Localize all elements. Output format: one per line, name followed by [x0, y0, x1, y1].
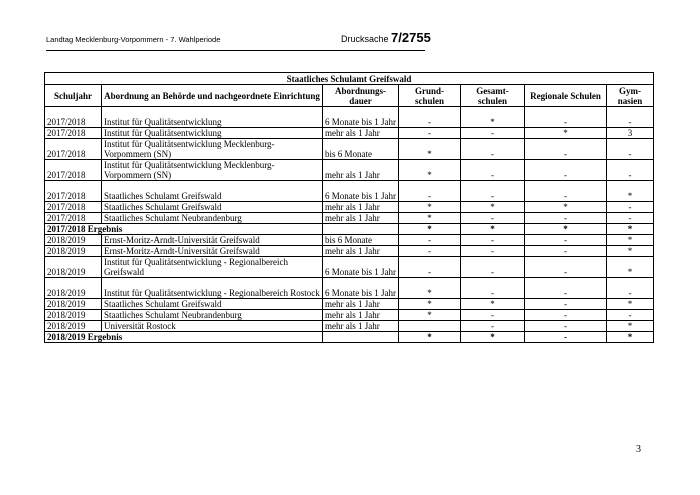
col-regionale-schulen: Regionale Schulen [525, 85, 607, 107]
page-number: 3 [636, 444, 641, 455]
cell-result-label: 2017/2018 Ergebnis [45, 224, 323, 235]
cell-gesamt: * [461, 332, 525, 343]
cell-gym: 3 [607, 128, 654, 139]
cell-gym: * [607, 257, 654, 278]
cell-gym: * [607, 321, 654, 332]
table-row [45, 160, 654, 181]
table-row [45, 202, 654, 213]
cell-gesamt: - [461, 310, 525, 321]
header-drucksache [341, 30, 431, 45]
cell-year: 2018/2019 [45, 310, 102, 321]
cell-result-label: 2018/2019 Ergebnis [45, 332, 323, 343]
cell-duration: mehr als 1 Jahr [323, 246, 399, 257]
cell-duration: mehr als 1 Jahr [323, 213, 399, 224]
table-row [45, 181, 654, 202]
cell-duration: 6 Monate bis 1 Jahr [323, 181, 399, 202]
cell-duration: bis 6 Monate [323, 235, 399, 246]
table-row [45, 310, 654, 321]
result-row [45, 224, 654, 235]
cell-duration: mehr als 1 Jahr [323, 310, 399, 321]
cell-institution: Staatliches Schulamt Neubrandenburg [102, 213, 323, 224]
cell-gesamt: - [461, 278, 525, 299]
cell-regionale: - [525, 107, 607, 128]
cell-regionale: - [525, 213, 607, 224]
cell-institution: Institut für Qualitätsentwicklung Mecklenburg-Vorpommern (SN) [102, 139, 323, 160]
cell-grund: * [399, 139, 461, 160]
cell-institution: Ernst-Moritz-Arndt-Universität Greifswald [102, 246, 323, 257]
cell-regionale: - [525, 181, 607, 202]
cell-year: 2018/2019 [45, 299, 102, 310]
cell-institution: Institut für Qualitätsentwicklung Mecklenburg-Vorpommern (SN) [102, 160, 323, 181]
cell-regionale: - [525, 278, 607, 299]
cell-regionale: - [525, 299, 607, 310]
table-row [45, 278, 654, 299]
cell-grund: * [399, 224, 461, 235]
cell-year: 2018/2019 [45, 321, 102, 332]
table-row [45, 107, 654, 128]
cell-grund: * [399, 278, 461, 299]
cell-gesamt: * [461, 202, 525, 213]
cell-year: 2017/2018 [45, 202, 102, 213]
cell-gym: - [607, 139, 654, 160]
cell-institution: Staatliches Schulamt Greifswald [102, 299, 323, 310]
cell-gym: - [607, 107, 654, 128]
cell-duration: mehr als 1 Jahr [323, 299, 399, 310]
cell-year: 2018/2019 [45, 246, 102, 257]
cell-regionale: - [525, 235, 607, 246]
table-row [45, 139, 654, 160]
cell-gym: * [607, 181, 654, 202]
cell-duration: 6 Monate bis 1 Jahr [323, 257, 399, 278]
cell-gym: - [607, 160, 654, 181]
cell-institution: Staatliches Schulamt Greifswald [102, 181, 323, 202]
cell-regionale: * [525, 128, 607, 139]
header-rule [46, 50, 425, 51]
cell-gesamt: * [461, 224, 525, 235]
header-parliament: Landtag Mecklenburg-Vorpommern - 7. Wahlperiode [46, 35, 221, 44]
cell-regionale: - [525, 332, 607, 343]
cell-gesamt: - [461, 160, 525, 181]
cell-grund [399, 321, 461, 332]
cell-gesamt: - [461, 321, 525, 332]
cell-gesamt: - [461, 246, 525, 257]
cell-duration [323, 332, 399, 343]
cell-regionale: - [525, 310, 607, 321]
table-row [45, 128, 654, 139]
cell-regionale: - [525, 257, 607, 278]
drucksache-label: Drucksache [341, 34, 389, 44]
cell-year: 2018/2019 [45, 278, 102, 299]
cell-gesamt: - [461, 257, 525, 278]
cell-gym: - [607, 278, 654, 299]
cell-institution: Institut für Qualitätsentwicklung [102, 128, 323, 139]
cell-duration [323, 224, 399, 235]
cell-gesamt: - [461, 235, 525, 246]
cell-grund: * [399, 213, 461, 224]
result-row [45, 332, 654, 343]
cell-grund: * [399, 202, 461, 213]
cell-gym: - [607, 310, 654, 321]
cell-year: 2017/2018 [45, 107, 102, 128]
cell-grund: - [399, 181, 461, 202]
cell-duration: 6 Monate bis 1 Jahr [323, 107, 399, 128]
cell-gym: * [607, 246, 654, 257]
cell-grund: - [399, 107, 461, 128]
table-row [45, 257, 654, 278]
cell-institution: Staatliches Schulamt Greifswald [102, 202, 323, 213]
table-row [45, 321, 654, 332]
cell-grund: - [399, 128, 461, 139]
cell-regionale: - [525, 246, 607, 257]
cell-gesamt: - [461, 181, 525, 202]
cell-duration: mehr als 1 Jahr [323, 202, 399, 213]
drucksache-number: 7/2755 [391, 30, 431, 45]
cell-year: 2017/2018 [45, 160, 102, 181]
cell-grund: * [399, 160, 461, 181]
abordnung-table [44, 72, 654, 343]
cell-gym: * [607, 299, 654, 310]
table-row [45, 299, 654, 310]
cell-grund: * [399, 310, 461, 321]
cell-grund: - [399, 246, 461, 257]
cell-grund: * [399, 299, 461, 310]
cell-regionale: - [525, 321, 607, 332]
cell-institution: Institut für Qualitätsentwicklung [102, 107, 323, 128]
cell-grund: - [399, 235, 461, 246]
cell-institution: Staatliches Schulamt Neubrandenburg [102, 310, 323, 321]
cell-gesamt: - [461, 128, 525, 139]
cell-year: 2017/2018 [45, 128, 102, 139]
cell-gesamt: - [461, 213, 525, 224]
cell-duration: bis 6 Monate [323, 139, 399, 160]
col-schuljahr: Schuljahr [45, 85, 102, 107]
col-dauer: Abordnungs-dauer [323, 85, 399, 107]
cell-duration: mehr als 1 Jahr [323, 128, 399, 139]
cell-gym: - [607, 213, 654, 224]
cell-regionale: * [525, 224, 607, 235]
col-grundschulen: Grund-schulen [399, 85, 461, 107]
cell-gesamt: * [461, 107, 525, 128]
cell-year: 2018/2019 [45, 257, 102, 278]
cell-year: 2017/2018 [45, 139, 102, 160]
cell-duration: 6 Monate bis 1 Jahr [323, 278, 399, 299]
cell-year: 2017/2018 [45, 181, 102, 202]
cell-institution: Institut für Qualitätsentwicklung - Regionalbereich Rostock [102, 278, 323, 299]
cell-gesamt: - [461, 139, 525, 160]
cell-grund: * [399, 332, 461, 343]
cell-duration: mehr als 1 Jahr [323, 321, 399, 332]
table-row [45, 213, 654, 224]
cell-gesamt: * [461, 299, 525, 310]
cell-gym: - [607, 202, 654, 213]
cell-gym: * [607, 224, 654, 235]
cell-regionale: - [525, 160, 607, 181]
table-row [45, 235, 654, 246]
table-title: Staatliches Schulamt Greifswald [45, 73, 654, 85]
cell-gym: * [607, 332, 654, 343]
col-gymnasien: Gym-nasien [607, 85, 654, 107]
cell-institution: Institut für Qualitätsentwicklung - Regionalbereich Greifswald [102, 257, 323, 278]
col-abordnung: Abordnung an Behörde und nachgeordnete Einrichtung [102, 85, 323, 107]
cell-institution: Ernst-Moritz-Arndt-Universität Greifswald [102, 235, 323, 246]
cell-regionale: * [525, 202, 607, 213]
cell-regionale: - [525, 139, 607, 160]
cell-duration: mehr als 1 Jahr [323, 160, 399, 181]
cell-year: 2018/2019 [45, 235, 102, 246]
cell-year: 2017/2018 [45, 213, 102, 224]
cell-institution: Universität Rostock [102, 321, 323, 332]
cell-gym: * [607, 235, 654, 246]
col-gesamtschulen: Gesamt-schulen [461, 85, 525, 107]
cell-grund: - [399, 257, 461, 278]
table-row [45, 246, 654, 257]
